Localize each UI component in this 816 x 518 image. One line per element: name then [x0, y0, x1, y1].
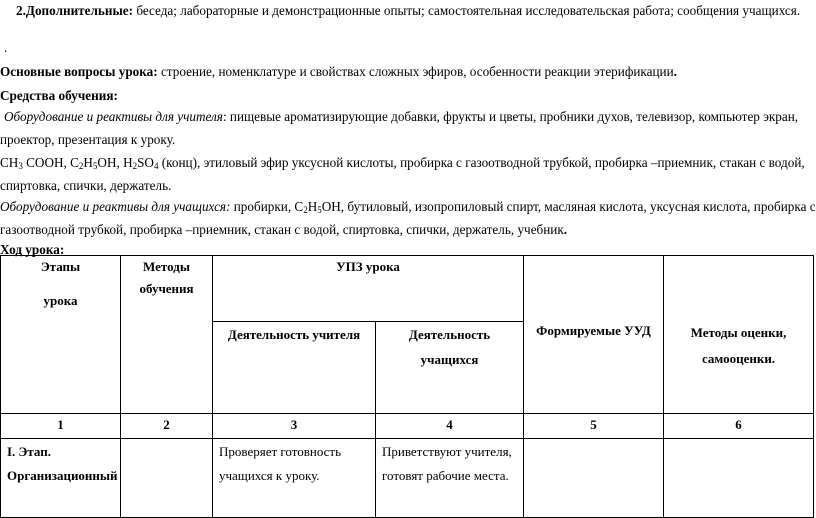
column-number: 6: [664, 414, 814, 439]
header-text: самооценки.: [701, 351, 776, 366]
student-equipment-line: [0, 199, 816, 215]
column-number: 4: [376, 414, 524, 439]
column-number: 1: [1, 414, 121, 439]
table-number-row: [1, 414, 814, 439]
formula-part: COOH, C: [22, 155, 79, 170]
student-equipment-label: Оборудование и реактивы для учащихся:: [0, 199, 231, 214]
student-activity-text: готовят рабочие места.: [382, 468, 509, 483]
student-equipment-text: OH, бутиловый, изопропиловый спирт, масляная кислота, уксусная кислота, пробирка с: [321, 199, 816, 214]
formula-sub: 4: [153, 161, 159, 171]
teacher-activity-cell: [213, 439, 376, 518]
student-equipment-end: .: [563, 222, 568, 237]
student-activity-cell: [376, 439, 524, 518]
formula-part: OH, H: [97, 155, 133, 170]
lesson-flow-heading: Ход урока:: [0, 242, 65, 257]
teacher-activity-text: учащихся к уроку.: [219, 468, 320, 483]
additional-methods-line: [16, 3, 800, 19]
header-student-activity: [376, 322, 524, 414]
header-text: УПЗ урока: [336, 259, 400, 274]
reagents-line2: спиртовка, спички, держатель.: [0, 178, 172, 193]
main-questions-end: .: [673, 64, 677, 79]
additional-label: 2.Дополнительные:: [16, 3, 134, 18]
uud-cell: [524, 439, 664, 518]
formula-sub: 2: [132, 161, 138, 171]
teacher-equipment-label: Оборудование и реактивы для учителя: [4, 109, 223, 124]
header-text: Методы: [143, 259, 190, 274]
student-equipment-text2: газоотводной трубкой, пробирка –приемник, стакан с водой, спиртовка, спички, держатель, учебник: [0, 222, 564, 237]
header-text: Формируемые УУД: [536, 323, 651, 338]
formula-part: SO: [137, 155, 154, 170]
header-teacher-activity: [213, 322, 376, 414]
reagents-line: [0, 155, 805, 171]
header-uud: [524, 256, 664, 414]
main-questions-label: Основные вопросы урока:: [0, 64, 158, 79]
formula-sub: 5: [92, 161, 98, 171]
stage-cell: [1, 439, 121, 518]
student-activity-text: Приветствуют учителя,: [382, 444, 512, 459]
column-number: 5: [524, 414, 664, 439]
column-number: 3: [213, 414, 376, 439]
formula-part: H: [307, 199, 318, 214]
evaluation-cell: [664, 439, 814, 518]
formula-sub: 3: [18, 161, 23, 171]
header-text: урока: [43, 293, 78, 308]
column-number: 2: [121, 414, 213, 439]
teacher-equipment-text: : пищевые ароматизирующие добавки, фрукты и цветы, пробники духов, телевизор, компьютер экран,: [222, 109, 799, 124]
formula-part: пробирки, C: [230, 199, 304, 214]
main-questions-line: [0, 64, 677, 80]
reagents-text: (конц), этиловый эфир уксусной кислоты, пробирка с газоотводной трубкой, пробирка –приемник, стакан с водой,: [158, 155, 805, 170]
methods-cell: [121, 439, 213, 518]
header-stages: [1, 256, 121, 414]
dot-mark: .: [4, 40, 8, 55]
header-evaluation: [664, 256, 814, 414]
table-row: [1, 439, 814, 518]
formula-part: CH: [0, 155, 19, 170]
formula-part: H: [83, 155, 93, 170]
table-header-row: [1, 256, 814, 322]
header-methods: [121, 256, 213, 414]
header-upz: [213, 256, 524, 322]
header-text: обучения: [139, 281, 194, 296]
means-heading: Средства обучения:: [0, 88, 118, 103]
formula-sub: 2: [303, 205, 308, 215]
header-text: Этапы: [40, 259, 81, 274]
additional-text: беседа; лабораторные и демонстрационные опыты; самостоятельная исследовательская работа; сообщения учащихся.: [133, 3, 801, 18]
header-text: учащихся: [420, 352, 479, 367]
stage-text: Организационный: [7, 468, 118, 483]
header-text: Деятельность: [408, 327, 491, 342]
header-text: Деятельность учителя: [227, 327, 361, 342]
formula-sub: 5: [317, 205, 322, 215]
lesson-plan-table: [0, 255, 814, 518]
teacher-equipment-line2: проектор, презентация к уроку.: [0, 132, 176, 147]
teacher-equipment-line: [4, 109, 798, 125]
main-questions-text: строение, номенклатуре и свойствах сложных эфиров, особенности реакции этерификации: [157, 64, 674, 79]
formula-sub: 2: [78, 161, 84, 171]
header-text: Методы оценки,: [690, 325, 787, 340]
student-equipment-line2: [0, 222, 567, 238]
teacher-activity-text: Проверяет готовность: [219, 444, 342, 459]
stage-text: I. Этап.: [7, 444, 51, 459]
